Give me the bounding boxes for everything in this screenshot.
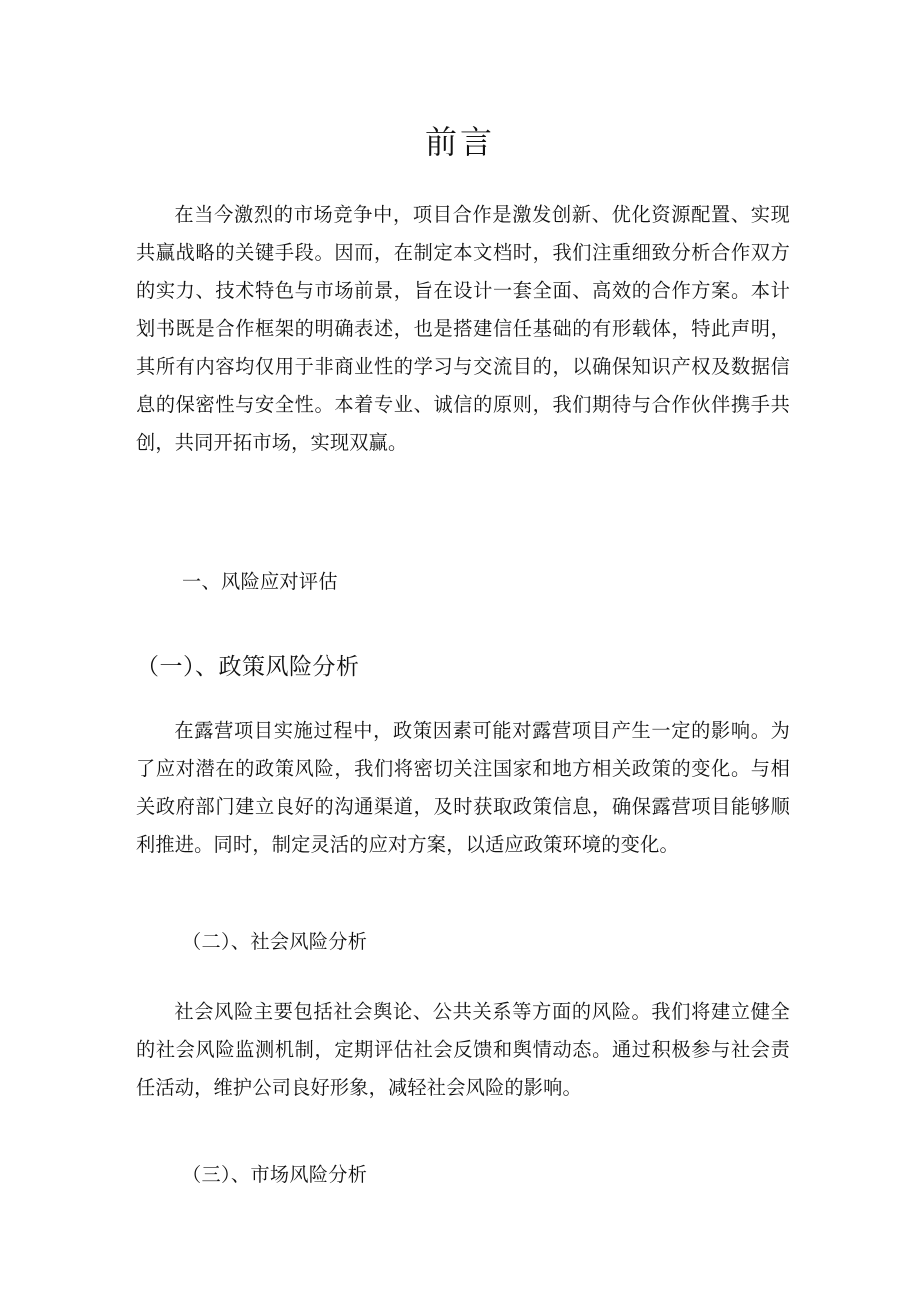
subsection-heading-policy-risk: （一）、政策风险分析 [136,654,360,680]
section-heading-risk-assessment: 一、风险应对评估 [182,570,338,593]
policy-risk-paragraph: 在露营项目实施过程中，政策因素可能对露营项目产生一定的影响。为了应对潜在的政策风险，我们将密切关注国家和地方相关政策的变化。与相关政府部门建立良好的沟通渠道，及时获取政策信息，确保露营项目能够顺利推进。同时，制定灵活的应对方案，以适应政策环境的变化。 [136,719,790,856]
subsection-heading-social-risk: （二）、社会风险分析 [182,930,368,953]
intro-paragraph: 在当今激烈的市场竞争中，项目合作是激发创新、优化资源配置、实现共赢战略的关键手段。因而，在制定本文档时，我们注重细致分析合作双方的实力、技术特色与市场前景，旨在设计一套全面、高效的合作方案。本计划书既是合作框架的明确表述，也是搭建信任基础的有形载体，特此声明，其所有内容均仅用于非商业性的学习与交流目的，以确保知识产权及数据信息的保密性与安全性。本着专业、诚信的原则，我们期待与合作伙伴携手共创，共同开拓市场，实现双赢。 [136,203,790,454]
social-risk-paragraph: 社会风险主要包括社会舆论、公共关系等方面的风险。我们将建立健全的社会风险监测机制，定期评估社会反馈和舆情动态。通过积极参与社会责任活动，维护公司良好形象，减轻社会风险的影响。 [136,1000,790,1099]
subsection-heading-market-risk: （三）、市场风险分析 [182,1163,368,1186]
page-title: 前言 [424,123,495,161]
